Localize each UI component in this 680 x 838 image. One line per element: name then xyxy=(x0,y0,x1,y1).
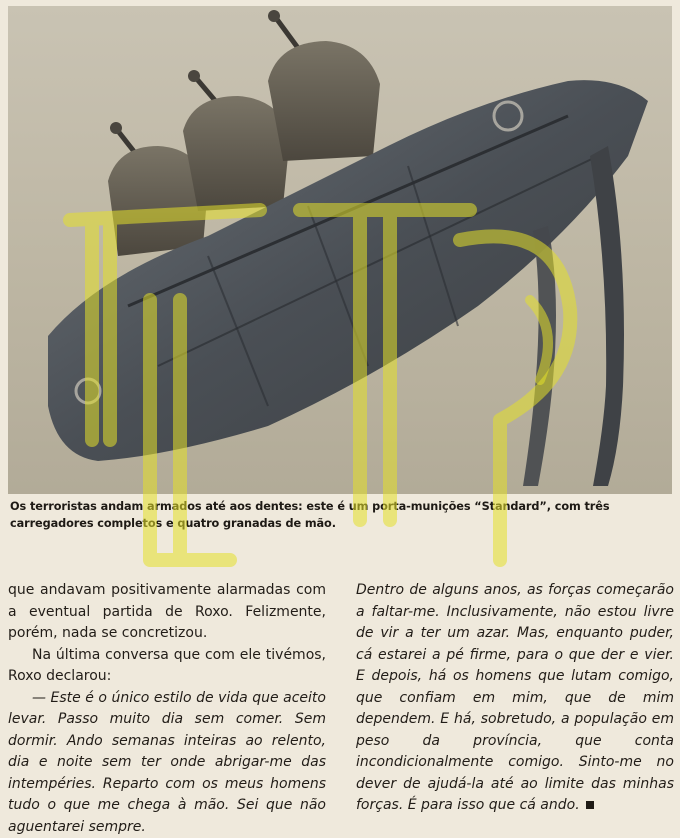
left-paragraph-2: Na última conversa que com ele tivémos, Roxo declarou: xyxy=(8,645,326,688)
ammunition-carrier-photo xyxy=(8,6,672,494)
right-paragraph-1-text: Dentro de alguns anos, as forças começarão a faltar-me. Inclusivamente, não estou livre de vir a ter um azar. Mas, enquanto puder, cá estarei a pé firme, para o que der e vier. E depois, há os homens que lutam comigo, que confiam em mim, que de mim dependem. E há, sobretudo, a população em peso da província, que conta incondicionalmente comigo. Sinto-me no dever de ajudá-la até ao limite das minhas forças. É para isso que cá ando. xyxy=(356,582,674,813)
end-of-article-mark xyxy=(586,801,594,809)
left-column xyxy=(8,580,326,838)
left-paragraph-1: que andavam positivamente alarmadas com a eventual partida de Roxo. Felizmente, porém, nada se concretizou. xyxy=(8,580,326,645)
photo-illustration xyxy=(8,6,672,494)
shoulder-strap xyxy=(590,146,624,486)
right-column xyxy=(356,580,674,817)
photo-caption: Os terroristas andam armados até aos dentes: este é um porta-munições “Standard”, com três carregadores completos e quatro granadas de mão. xyxy=(10,498,674,532)
right-paragraph-1 xyxy=(356,580,674,817)
left-paragraph-3: — Este é o único estilo de vida que aceito levar. Passo muito dia sem comer. Sem dormir. Ando semanas inteiras ao relento, dia e noite sem ter onde abrigar-me das intempéries. Reparto com os meus homens tudo o que me chega à mão. Sei que não aguentarei sempre. xyxy=(8,688,326,838)
grenade-3 xyxy=(268,10,380,161)
